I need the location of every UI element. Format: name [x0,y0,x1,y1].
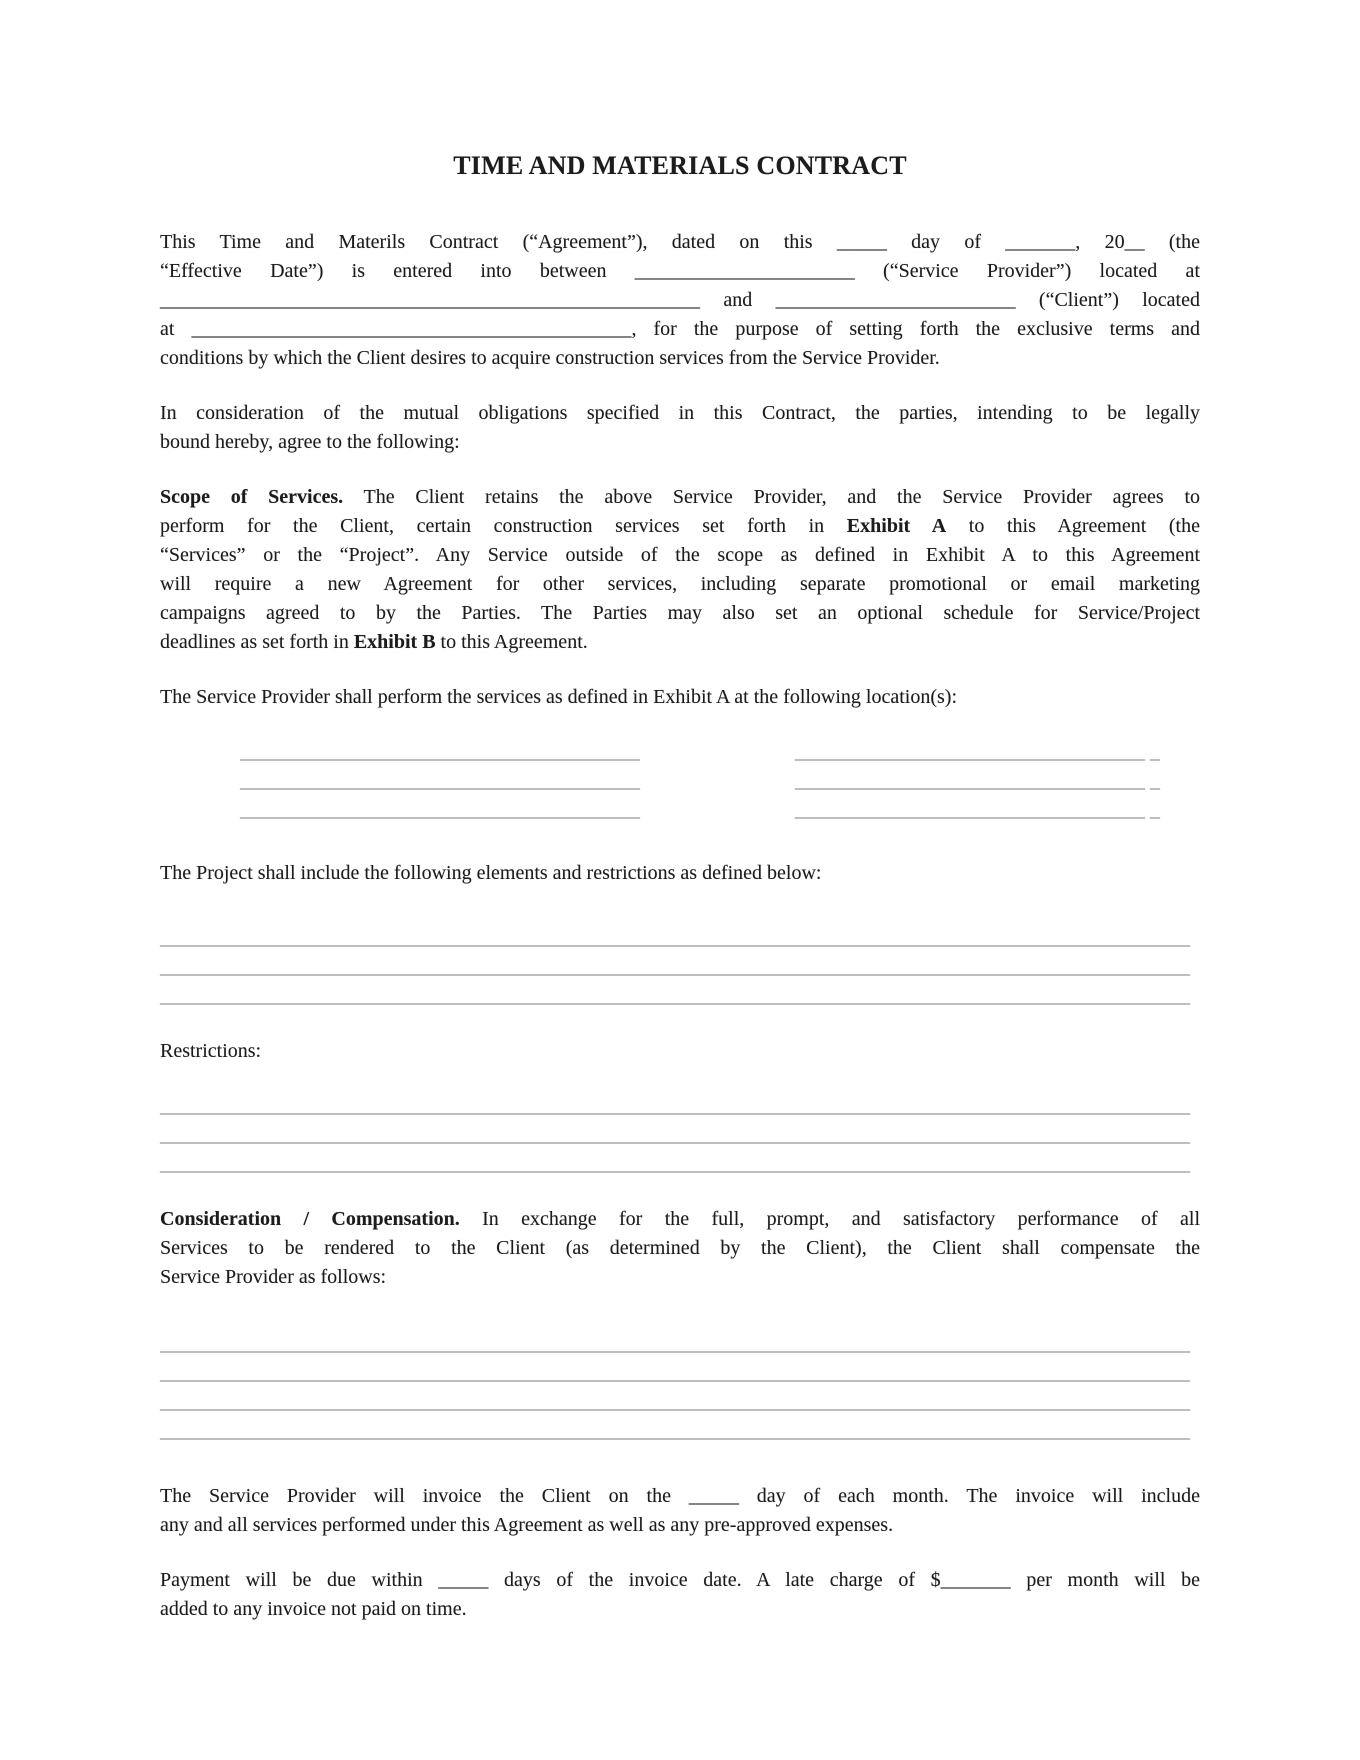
scope-heading: Scope of Services. [160,486,344,508]
location-blank-lines [160,738,1200,825]
text-line: conditions by which the Client desires to acquire construction services from the Service Provider. [160,347,940,369]
compensation-paragraph [160,1205,1200,1292]
text-line: deadlines as set forth in Exhibit B to this Agreement. [160,631,588,653]
text-line: Consideration / Compensation. In exchange for the full, prompt, and satisfactory performance of all [160,1208,1201,1230]
blank-fill-line: _______________________________________________________________________________________________________ [160,956,1190,978]
text-line: The Project shall include the following elements and restrictions as defined below: [160,862,822,884]
location-intro-paragraph [160,683,1200,712]
blank-fill-line: _______________________________________________________________________________________________________ [160,1153,1190,1175]
location-blank-right: ___________________________________ _ [795,770,1160,792]
text-line: In consideration of the mutual obligations specified in this Contract, the parties, intending to be legally [160,402,1200,424]
text-line: The Service Provider will invoice the Client on the _____ day of each month. The invoice will include [160,1485,1200,1507]
location-blank-row [160,738,1200,767]
text-line: Restrictions: [160,1040,262,1062]
text-line: perform for the Client, certain construction services set forth in Exhibit A to this Agreement (the [160,515,1200,537]
intro-paragraph [160,228,1200,373]
location-blank-left: ________________________________________ [240,770,640,792]
text-line: bound hereby, agree to the following: [160,431,460,453]
blank-fill-line: _______________________________________________________________________________________________________ [160,985,1190,1007]
text-line: campaigns agreed to by the Parties. The Parties may also set an optional schedule for Service/Project [160,602,1200,624]
blank-fill-line: _______________________________________________________________________________________________________ [160,927,1190,949]
invoice-paragraph [160,1482,1200,1540]
blank-fill-line: _______________________________________________________________________________________________________ [160,1420,1190,1442]
text-line: at ____________________________________________, for the purpose of setting forth the exclusive terms and [160,318,1200,340]
compensation-heading: Consideration / Compensation. [160,1208,460,1230]
text-line: This Time and Materils Contract (“Agreement”), dated on this _____ day of _______, 20__ (the [160,231,1200,253]
blank-fill-line: _______________________________________________________________________________________________________ [160,1095,1190,1117]
text-line: Services to be rendered to the Client (as determined by the Client), the Client shall compensate the [160,1237,1200,1259]
blank-fill-line: _______________________________________________________________________________________________________ [160,1391,1190,1413]
mutual-obligations-paragraph [160,399,1200,457]
text-line: Service Provider as follows: [160,1266,387,1288]
location-blank-right: ___________________________________ _ [795,741,1160,763]
text-line: any and all services performed under this Agreement as well as any pre-approved expenses. [160,1514,894,1536]
location-blank-row [160,767,1200,796]
text-line: will require a new Agreement for other services, including separate promotional or email marketing [160,573,1200,595]
location-blank-row [160,796,1200,825]
text-line: ______________________________________________________ and ________________________ (“Client”) located [160,289,1200,311]
restrictions-blank-lines [160,1092,1200,1179]
text-line: added to any invoice not paid on time. [160,1598,467,1620]
text-line: Payment will be due within _____ days of the invoice date. A late charge of $_______ per month will be [160,1569,1200,1591]
scope-of-services-paragraph [160,483,1200,657]
exhibit-b-ref: Exhibit B [353,631,436,653]
text-line: Scope of Services. The Client retains the above Service Provider, and the Service Provider agrees to [160,486,1200,508]
exhibit-a-ref: Exhibit A [846,515,947,537]
project-blank-lines [160,924,1200,1011]
blank-fill-line: _______________________________________________________________________________________________________ [160,1333,1190,1355]
compensation-blank-lines [160,1330,1200,1446]
payment-paragraph [160,1566,1200,1624]
project-intro-paragraph [160,859,1200,888]
blank-fill-line: _______________________________________________________________________________________________________ [160,1362,1190,1384]
location-blank-left: ________________________________________ [240,741,640,763]
text-line: The Service Provider shall perform the services as defined in Exhibit A at the following location(s): [160,686,958,708]
text-line: “Services” or the “Project”. Any Service outside of the scope as defined in Exhibit A to this Agreement [160,544,1200,566]
location-blank-left: ________________________________________ [240,799,640,821]
location-blank-right: ___________________________________ _ [795,799,1160,821]
restrictions-label [160,1037,1200,1066]
document-title: TIME AND MATERIALS CONTRACT [453,151,907,180]
blank-fill-line: _______________________________________________________________________________________________________ [160,1124,1190,1146]
text-line: “Effective Date”) is entered into between ______________________ (“Service Provider”) located at [160,260,1200,282]
